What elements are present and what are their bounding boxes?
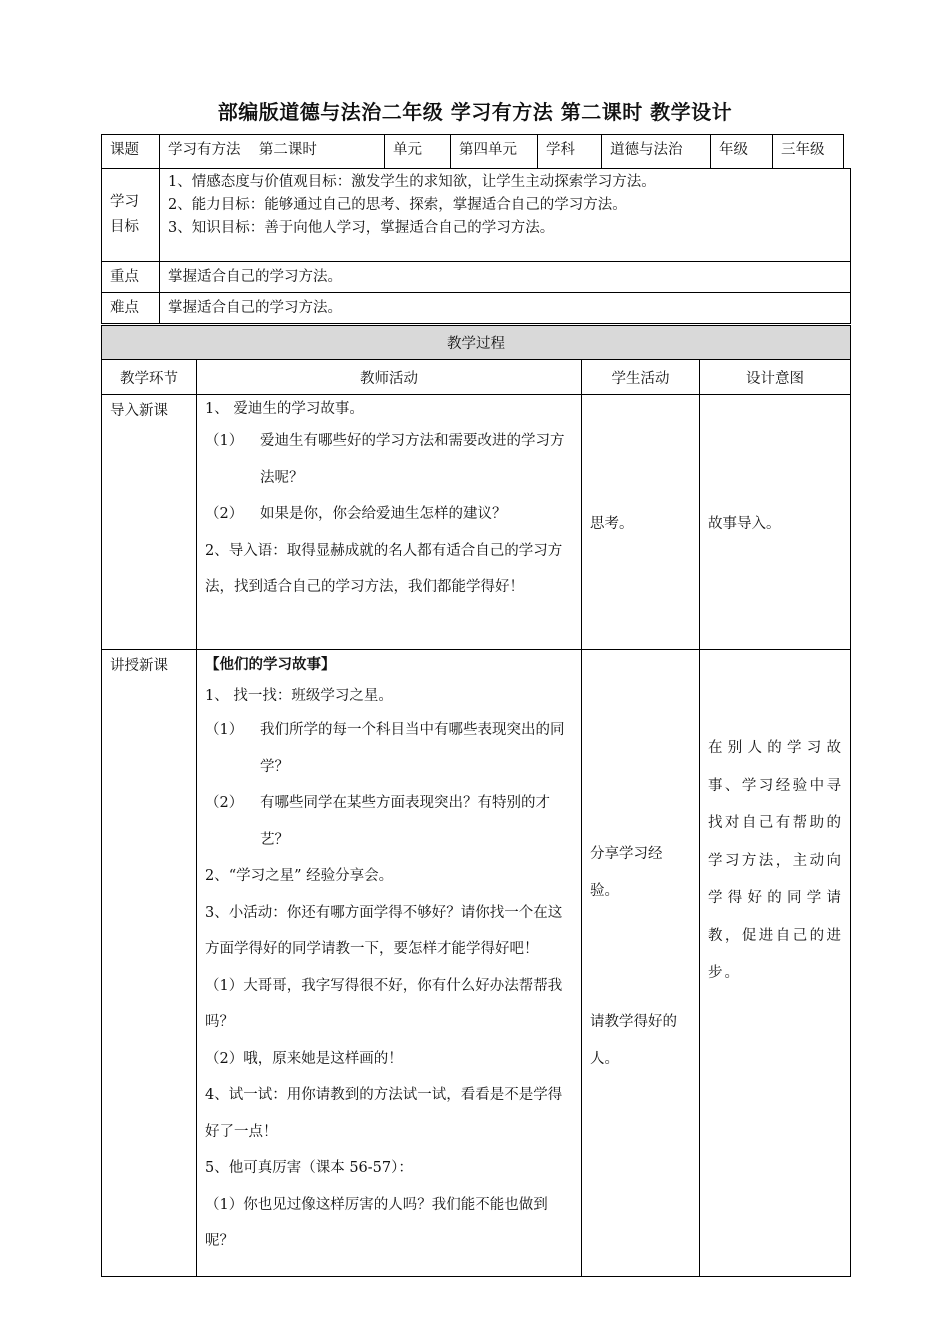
objectives-label-line-1: 学习 [110,194,139,210]
topic-label: 课题 [102,135,160,169]
grade-value: 三年级 [773,135,844,169]
topic-value: 学习有方法 第二课时 [160,135,385,169]
process-table [101,325,851,1277]
teacher-line: （2）哦，原来她是这样画的！ [205,1050,403,1067]
student-activity-share: 分享学习经验。 [590,846,663,899]
objectives-label [102,169,160,262]
student-activity-new [582,650,700,1277]
design-intent-text: 在别人的学习故事、学习经验中寻找对自己有帮助的学习方法，主动向学得好的同学请教，促进自己的进步。 [708,740,843,981]
subitem-text: 如果是你，你会给爱迪生怎样的建议？ [260,506,507,522]
column-intent: 设计意图 [700,360,851,395]
stage-intro: 导入新课 [102,395,197,650]
teacher-subitem [205,496,573,533]
process-header: 教学过程 [102,326,851,360]
teacher-line: （1）你也见过像这样厉害的人吗？我们能不能也做到呢？ [205,1196,548,1249]
objective-item: 1、情感态度与价值观目标：激发学生的求知欲，让学生主动探索学习方法。 [168,174,656,190]
student-activity-intro: 思考。 [582,395,700,650]
key-point-value: 掌握适合自己的学习方法。 [160,262,851,293]
subject-value: 道德与法治 [602,135,711,169]
grade-label: 年级 [711,135,773,169]
teacher-subitem [205,423,573,496]
column-teacher: 教师活动 [197,360,582,395]
objectives-label-line-2: 目标 [110,219,139,235]
subitem-number: （1） [205,433,244,449]
objective-item: 3、知识目标：善于向他人学习，掌握适合自己的学习方法。 [168,220,555,236]
subitem-number: （1） [205,722,244,738]
design-intent-intro: 故事导入。 [700,395,851,650]
teacher-subitem [205,712,573,785]
teacher-line: （1）大哥哥，我字写得很不好，你有什么好办法帮帮我吗？ [205,977,563,1030]
teacher-line: 1、 爱迪生的学习故事。 [205,401,364,417]
teacher-activity-new [197,650,582,1277]
column-stage: 教学环节 [102,360,197,395]
difficulty-label: 难点 [102,293,160,324]
design-intent-new [700,650,851,1277]
objectives-list [160,169,851,262]
objective-item: 2、能力目标：能够通过自己的思考、探索，掌握适合自己的学习方法。 [168,197,627,213]
subitem-text: 我们所学的每一个科目当中有哪些表现突出的同学？ [260,722,565,775]
section-heading: 【他们的学习故事】 [205,656,336,673]
teacher-line: 5、他可真厉害（课本 56-57）： [205,1160,413,1176]
objectives-table [101,168,851,324]
info-table [101,134,844,169]
teacher-line: 2、导入语：取得显赫成就的名人都有适合自己的学习方法，找到适合自己的学习方法，我们都能学得好！ [205,542,563,595]
document-title: 部编版道德与法治二年级 学习有方法 第二课时 教学设计 [217,100,733,124]
subitem-number: （2） [205,506,244,522]
stage-new-lesson: 讲授新课 [102,650,197,1277]
column-student: 学生活动 [582,360,700,395]
teacher-line: 1、 找一找：班级学习之星。 [205,688,393,704]
key-point-label: 重点 [102,262,160,293]
teacher-line: 4、试一试：用你请教到的方法试一试，看看是不是学得好了一点！ [205,1087,563,1140]
teacher-subitem [205,785,573,858]
unit-label: 单元 [385,135,451,169]
subitem-number: （2） [205,795,244,811]
unit-value: 第四单元 [451,135,538,169]
subitem-text: 爱迪生有哪些好的学习方法和需要改进的学习方法呢？ [260,433,565,486]
subject-label: 学科 [538,135,602,169]
teacher-line: 2、“学习之星” 经验分享会。 [205,868,394,884]
subitem-text: 有哪些同学在某些方面表现突出？有特别的才艺？ [260,795,550,848]
student-activity-ask: 请教学得好的人。 [590,1014,677,1067]
difficulty-value: 掌握适合自己的学习方法。 [160,293,851,324]
teacher-line: 3、小活动：你还有哪方面学得不够好？请你找一个在这方面学得好的同学请教一下，要怎样才能学得好吧！ [205,904,563,957]
teacher-activity-intro [197,395,582,650]
